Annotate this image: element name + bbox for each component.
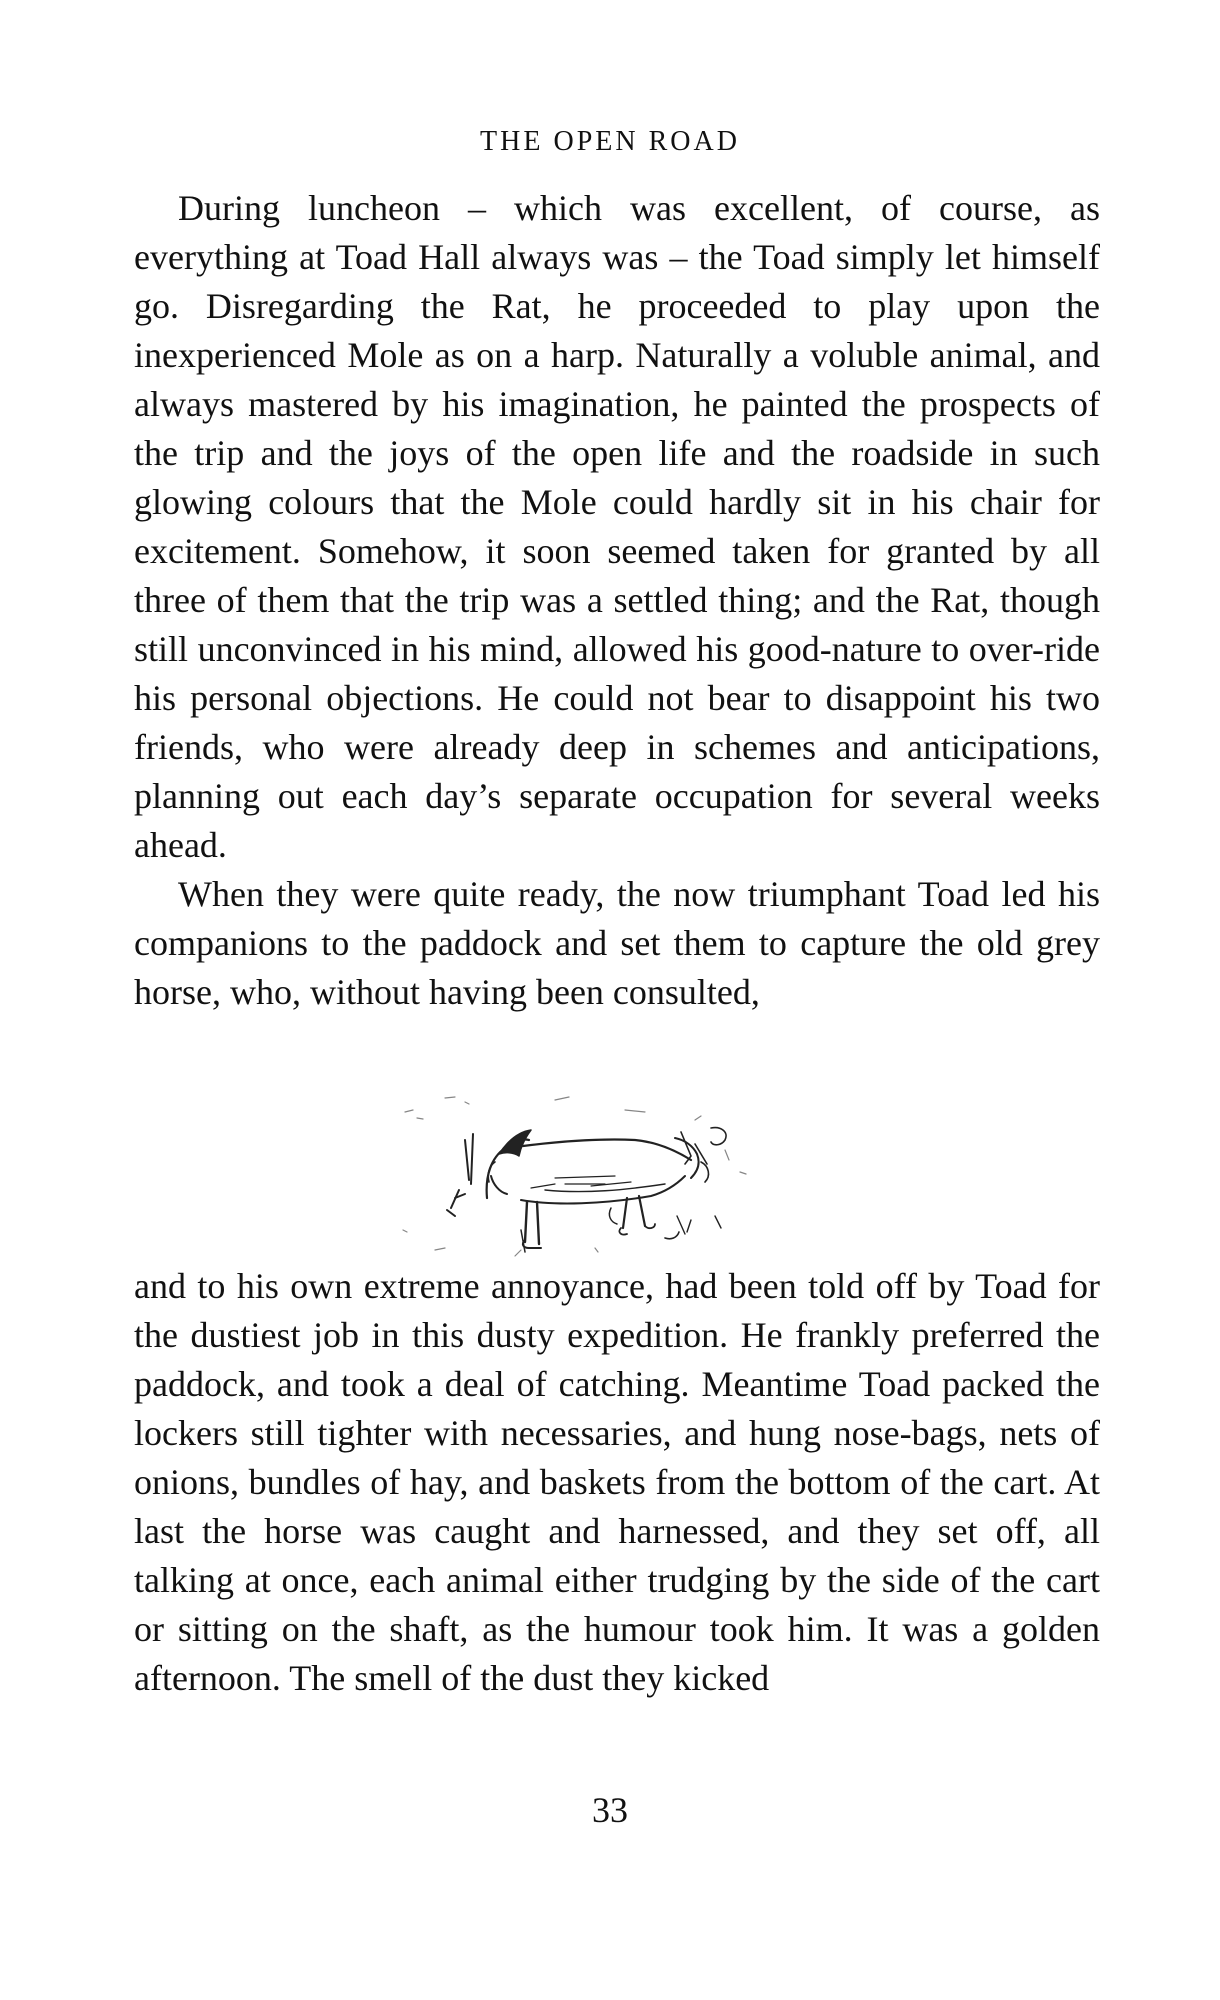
paragraph-paddock-continued: and to his own extreme annoyance, had been told off by Toad for the dustiest job in this dusty expedition. He frankly preferred the paddock, and took a deal of catching. Meantime Toad packed the lockers still tighter with necessaries, and hung nose-bags, nets of onions, bundles of hay, and baskets from the bottom of the cart. At last the horse was caught and harnessed, and they set off, all talking at once, each animal either trudging by the side of the cart or sitting on the shaft, as the humour took him. It was a golden afternoon. The smell of the dust they kicked	[134, 1266, 1100, 1698]
running-head: THE OPEN ROAD	[480, 126, 740, 157]
page-number: 33	[592, 1790, 628, 1830]
grey-horse-sketch-icon	[395, 1080, 825, 1260]
text-block-top	[134, 184, 1100, 1017]
paragraph-paddock-start: When they were quite ready, the now triumphant Toad led his companions to the paddock and set them to capture the old grey horse, who, without having been consulted,	[134, 874, 1100, 1012]
text-block-bottom	[134, 1262, 1100, 1703]
paragraph-luncheon: During luncheon – which was excellent, of course, as everything at Toad Hall always was – the Toad simply let himself go. Disregarding the Rat, he proceeded to play upon the inexperienced Mole as on a harp. Naturally a voluble animal, and always mastered by his imagination, he painted the prospects of the trip and the joys of the open life and the roadside in such glowing colours that the Mole could hardly sit in his chair for excitement. Somehow, it soon seemed taken for granted by all three of them that the trip was a settled thing; and the Rat, though still unconvinced in his mind, allowed his good-nature to over-ride his personal objections. He could not bear to disappoint his two friends, who were already deep in schemes and anticipations, planning out each day’s separate occupation for several weeks ahead.	[134, 188, 1100, 865]
